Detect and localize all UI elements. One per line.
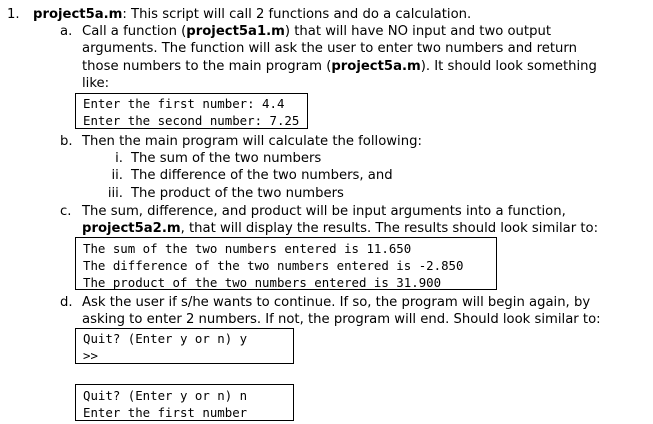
sub-item-label: i. (115, 151, 123, 166)
step-a-line-1 (82, 23, 551, 40)
text-span: , that will display the results. The results should look similar to: (180, 221, 599, 236)
step-a-line-4: like: (82, 76, 110, 91)
text-span: those numbers to the main program ( (82, 59, 332, 74)
console-line: Enter the second number: 7.25 (83, 113, 300, 128)
sub-item-text: The sum of the two numbers (131, 151, 322, 166)
console-line: >> (83, 348, 98, 363)
console-line: Quit? (Enter y or n) y (83, 331, 248, 346)
sub-item-text: The difference of the two numbers, and (131, 168, 393, 183)
console-output-box (75, 237, 497, 290)
step-d-label: d. (60, 295, 73, 310)
text-span: Call a function ( (82, 24, 187, 39)
console-line: The sum of the two numbers entered is 11.650 (83, 241, 412, 256)
console-line: Quit? (Enter y or n) n (83, 388, 248, 403)
console-line: Enter the first number (83, 405, 248, 420)
function-name: project5a1.m (186, 24, 285, 39)
step-a-line-3 (82, 58, 597, 75)
console-line: The product of the two numbers entered is 31.900 (83, 275, 442, 290)
text-span: ) that will have NO input and two output (284, 24, 551, 39)
item-number: 1. (7, 7, 20, 22)
console-line: The difference of the two numbers entered is -2.850 (83, 258, 464, 273)
step-c-line-1: The sum, difference, and product will be input arguments into a function, (82, 204, 566, 219)
step-a-label: a. (60, 24, 73, 39)
item-description: : This script will call 2 functions and do a calculation. (122, 7, 472, 22)
sub-item-label: ii. (111, 168, 123, 183)
console-output-box (75, 384, 294, 421)
item-title-line (33, 6, 471, 23)
step-b-label: b. (60, 134, 73, 149)
step-a-line-2: arguments. The function will ask the user to enter two numbers and return (82, 41, 577, 56)
script-name: project5a.m (331, 59, 421, 74)
sub-item-text: The product of the two numbers (131, 186, 344, 201)
step-b-text: Then the main program will calculate the following: (82, 134, 422, 149)
sub-item-label: iii. (107, 186, 123, 201)
step-d-line-1: Ask the user if s/he wants to continue. If so, the program will begin again, by (82, 295, 591, 310)
script-name: project5a.m (33, 7, 123, 22)
text-span: ). It should look something (420, 59, 597, 74)
console-line: Enter the first number: 4.4 (83, 96, 285, 111)
function-name: project5a2.m (82, 221, 181, 236)
step-d-line-2: asking to enter 2 numbers. If not, the program will end. Should look similar to: (82, 312, 601, 327)
step-c-line-2 (82, 220, 598, 237)
console-output-box (75, 328, 294, 364)
console-output-box (75, 93, 308, 129)
step-c-label: c. (60, 204, 72, 219)
